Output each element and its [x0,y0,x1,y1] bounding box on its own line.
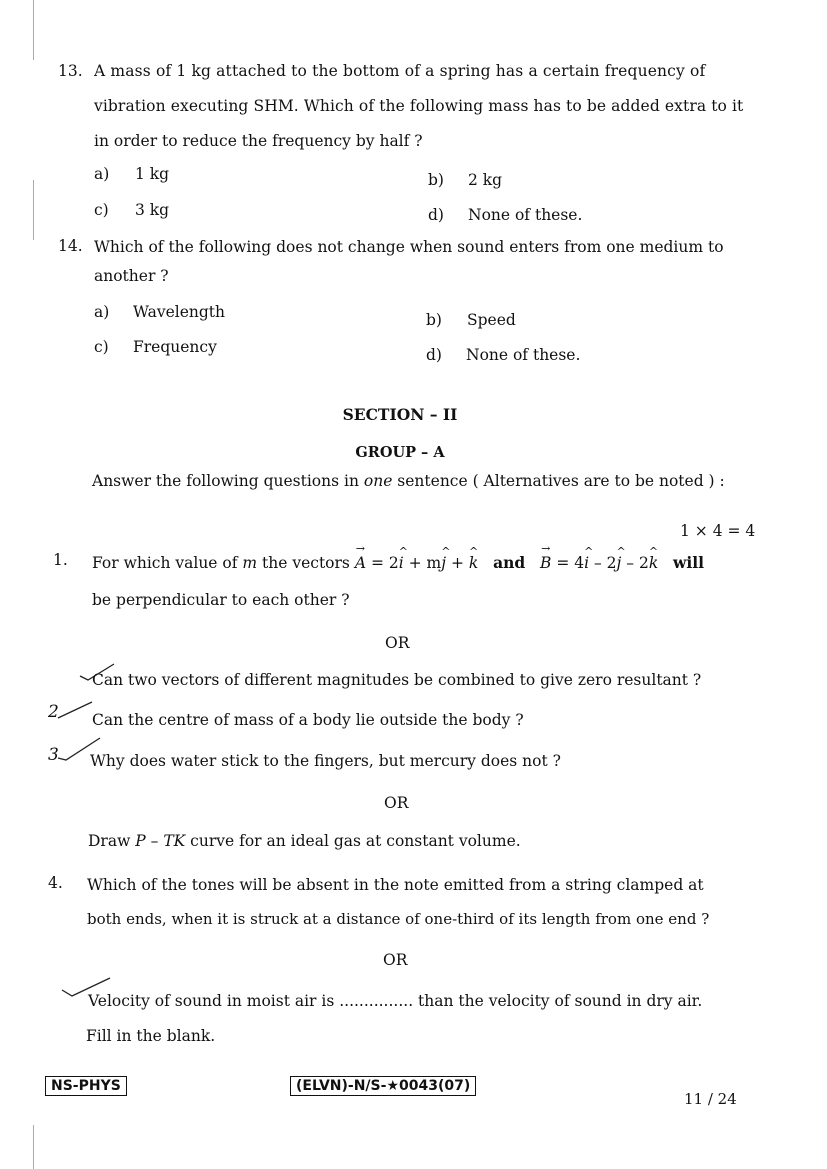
question-text: Which of the following does not change when sound enters from one medium to [94,238,724,256]
question-text: Velocity of sound in moist air is ............... than the velocity of sound in dry air. [88,992,703,1010]
margin-mark [33,1125,34,1169]
option-key: c) [94,201,109,219]
margin-mark [33,0,34,60]
option-text: Speed [467,311,516,329]
question-number: 13. [58,62,83,80]
question-number: 4. [48,874,63,892]
question-text: Can the centre of mass of a body lie outside the body ? [92,711,524,729]
handwritten-number: 3 [48,745,59,765]
page-number: 11 / 24 [684,1090,737,1108]
option-text: 1 kg [135,165,170,183]
option-text: None of these. [466,346,581,364]
question-number: 14. [58,237,83,255]
option-text: Wavelength [133,303,226,321]
instruction: Answer the following questions in one sentence ( Alternatives are to be noted ) : [92,472,725,490]
option-text: 3 kg [135,201,170,219]
group-heading: GROUP – A [355,444,445,461]
option-key: b) [426,311,442,329]
question-text: be perpendicular to each other ? [92,591,350,609]
option-text: Frequency [133,338,217,356]
option-key: a) [94,303,110,321]
handwritten-number: 2 [48,702,59,722]
question-text: another ? [94,267,169,285]
option-key: d) [428,206,444,224]
question-text: Can two vectors of different magnitudes be combined to give zero resultant ? [92,671,702,689]
marks: 1 × 4 = 4 [680,522,756,540]
option-text: 2 kg [468,171,503,189]
option-key: c) [94,338,109,356]
question-text: vibration executing SHM. Which of the following mass has to be added extra to it [94,97,744,115]
section-heading: SECTION – II [342,405,458,424]
question-text: Why does water stick to the fingers, but mercury does not ? [90,752,561,770]
question-text: in order to reduce the frequency by half ? [94,132,423,150]
question-text: Draw P – TK curve for an ideal gas at constant volume. [88,832,521,850]
margin-mark [33,180,34,240]
or-label: OR [384,794,409,812]
series-code: (ELVN)-N/S-★0043(07) [290,1076,476,1096]
option-key: d) [426,346,442,364]
option-key: a) [94,165,110,183]
question-text: Fill in the blank. [86,1027,216,1045]
question-text: For which value of m the vectors → A = 2^ i + m^ j + ^ k and → B = 4^ i – 2^ j – 2^ k will [92,553,704,572]
question-text: Which of the tones will be absent in the note emitted from a string clamped at [87,876,704,894]
vector-b: → B [540,554,551,572]
vector-a: → A [355,554,366,572]
option-text: None of these. [468,206,583,224]
question-number: 1. [53,551,68,569]
or-label: OR [383,951,408,969]
paper-code: NS-PHYS [45,1076,127,1096]
option-key: b) [428,171,444,189]
question-text: both ends, when it is struck at a distance of one-third of its length from one end ? [87,910,710,928]
or-label: OR [385,634,410,652]
question-text: A mass of 1 kg attached to the bottom of a spring has a certain frequency of [94,62,706,80]
